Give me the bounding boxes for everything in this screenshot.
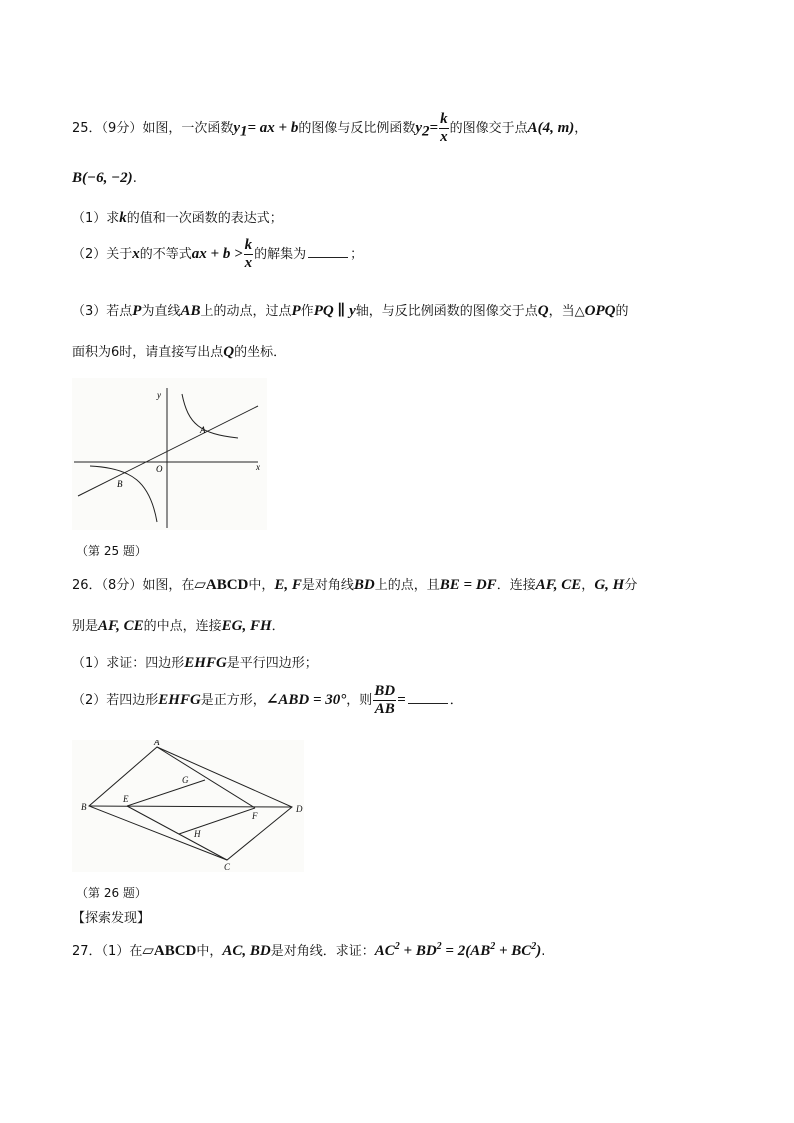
q26-part2 [72, 684, 463, 717]
label-h: H [194, 829, 201, 839]
q27-formula [375, 943, 542, 959]
label-o: O [156, 464, 163, 474]
q25-p2-text-a: （2）关于 [72, 247, 133, 262]
q25-caption: （第 25 题） [76, 544, 147, 558]
label-a: A [200, 425, 206, 435]
q27-a: 27．（1）在 [72, 944, 143, 959]
q26-EG-FH: EG, FH [221, 618, 272, 634]
label-f: F [252, 811, 258, 821]
q26-f: ， [581, 578, 595, 593]
q25-text-d: ， [574, 121, 588, 136]
q25-text-b: 的图像与反比例函数 [298, 121, 416, 136]
q25-part3-line1 [72, 300, 628, 320]
linear-function-line [78, 406, 258, 496]
q26-p2-a: （2）若四边形 [72, 693, 159, 708]
label-y: y [157, 390, 161, 400]
q26-line2 [72, 615, 285, 635]
label-b: B [81, 802, 87, 812]
q25-p3-P: P [132, 303, 142, 319]
q25-frac-den: x [440, 129, 448, 145]
q25-eq2: = [429, 120, 439, 136]
q25-line1 [72, 112, 587, 145]
q25-p3-line2-b: 的坐标． [234, 345, 287, 360]
q26-p2-eq: = [397, 692, 406, 708]
q27-formula-b: + BD [399, 943, 437, 959]
q25-eq1: = ax + b [247, 120, 299, 136]
q25-p1-text-b: 的值和一次函数的表达式； [126, 211, 283, 226]
q25-intro: 25．（9分）如图，一次函数 [72, 121, 234, 136]
q26-p2-EHFG: EHFG [158, 692, 201, 708]
q26-line2-a: 别是 [72, 619, 99, 634]
q25-graph [72, 378, 267, 530]
q25-point-b: B(−6, −2) [72, 170, 133, 186]
q25-p2-text-c: 的解集为 [254, 247, 307, 262]
q25-p2-x: x [132, 246, 140, 262]
q27-AC-BD: AC, BD [222, 943, 271, 959]
q25-p3-a: （3）若点 [72, 304, 133, 319]
diagonal-bd [89, 806, 292, 807]
q25-p2-text-b: 的不等式 [139, 247, 192, 262]
label-d: D [296, 804, 303, 814]
q25-y2-sub: 2 [422, 123, 430, 140]
q26-caption: （第 26 题） [76, 886, 147, 900]
q25-p1-k: k [119, 210, 127, 226]
q26-parallelogram-diagram [72, 740, 304, 872]
q26-e: ．连接 [496, 578, 536, 593]
q26-line2-c: ． [271, 619, 285, 634]
segment-eg [127, 780, 205, 806]
hyperbola-branch-2 [90, 466, 157, 522]
q25-p2-text-d: ； [350, 247, 364, 262]
q25-part2 [72, 238, 363, 271]
q26-b: 中， [248, 578, 275, 593]
segment-ce [127, 806, 227, 860]
q25-p2-frac-den: x [244, 255, 253, 271]
q25-p3-OPQ: OPQ [584, 303, 616, 319]
label-x: x [256, 462, 260, 472]
q26-figure [72, 740, 304, 872]
q25-y1-sub: 1 [240, 123, 248, 140]
q26-p1-EHFG: EHFG [184, 655, 227, 671]
q27-sup3: 2 [490, 941, 496, 952]
q26-p2-fraction [373, 684, 396, 717]
label-a: A [154, 740, 160, 747]
q26-answer-blank[interactable] [408, 693, 448, 704]
q26-BE-DF: BE = DF [439, 577, 497, 593]
label-g: G [182, 775, 189, 785]
q27-end: . [541, 944, 546, 959]
segment-fh [179, 808, 255, 834]
q25-p3-g: 的 [615, 304, 629, 319]
q25-p3-P2: P [291, 303, 301, 319]
q25-p3-PQ: PQ ∥ y [313, 303, 356, 319]
q27-sup2: 2 [436, 941, 442, 952]
q25-line2-end: . [132, 171, 137, 186]
label-b: B [117, 479, 123, 489]
q25-point-a: A(4, m) [527, 120, 575, 136]
q25-answer-blank[interactable] [308, 247, 348, 258]
parallelogram-abcd [89, 747, 292, 860]
q26-line2-b: 的中点，连接 [143, 619, 222, 634]
q27-c: 是对角线．求证： [270, 944, 375, 959]
q26-EF: E, F [274, 577, 302, 593]
label-c: C [224, 862, 231, 872]
q25-p3-d: 作 [300, 304, 314, 319]
q26-g: 分 [624, 578, 638, 593]
q26-lines [89, 747, 292, 860]
q25-p3-f: ，当△ [548, 304, 585, 319]
q25-p1-text-a: （1）求 [72, 211, 120, 226]
segment-af [157, 747, 255, 808]
q26-c: 是对角线 [301, 578, 354, 593]
q25-p3-AB: AB [180, 303, 201, 319]
q27-formula-c: = 2(AB [441, 943, 491, 959]
q25-p3-e: 轴，与反比例函数的图像交于点 [355, 304, 538, 319]
q27-b: 中， [196, 944, 223, 959]
q26-d: 上的点，且 [374, 578, 440, 593]
q25-p2-fraction [244, 238, 254, 271]
q26-p2-num: BD [374, 683, 396, 699]
q26-a: 26．（8分）如图，在 [72, 578, 195, 593]
q25-figure [72, 378, 267, 530]
q25-frac-num: k [440, 111, 448, 127]
q27-line [72, 940, 545, 960]
q27-parallelogram: ▱ABCD [142, 943, 197, 959]
q26-line1 [72, 574, 637, 594]
q25-part1 [72, 207, 283, 227]
q25-line2 [72, 170, 137, 187]
q25-p3-line2-Q: Q [223, 344, 235, 360]
q26-p2-angle: ∠ABD = 30° [265, 692, 347, 708]
q26-AF-CE: AF, CE [535, 577, 582, 593]
q26-p1-b: 是平行四边形； [226, 656, 318, 671]
section-heading: 【探索发现】 [72, 911, 151, 926]
q26-parallelogram: ▱ABCD [194, 577, 249, 593]
q25-y2: y [415, 120, 423, 136]
q26-BD: BD [353, 577, 375, 593]
label-e: E [123, 794, 129, 804]
q25-fraction [439, 112, 449, 145]
q25-p3-Q: Q [537, 303, 549, 319]
q27-formula-d: + BC [495, 943, 532, 959]
q26-p2-end: ． [449, 693, 463, 708]
q26-p2-den: AB [374, 701, 395, 717]
q25-p2-frac-num: k [244, 237, 253, 253]
q25-p3-line2-a: 面积为6时，请直接写出点 [72, 345, 224, 360]
q26-p2-c: ，则 [346, 693, 373, 708]
q26-p1-a: （1）求证：四边形 [72, 656, 185, 671]
hyperbola-branch-1 [182, 394, 238, 438]
q25-part3-line2 [72, 341, 286, 361]
q27-formula-e: ) [536, 943, 542, 959]
q26-AF-CE-2: AF, CE [98, 618, 144, 634]
q27-sup4: 2 [531, 941, 537, 952]
q25-text-c: 的图像交于点 [449, 121, 528, 136]
q25-p2-inequality: ax + b > [191, 246, 243, 262]
q25-p3-b: 为直线 [141, 304, 181, 319]
q27-formula-a: AC [374, 943, 395, 959]
q26-part1 [72, 652, 318, 672]
q25-y1: y [233, 120, 240, 136]
q26-GH: G, H [594, 577, 625, 593]
q27-sup1: 2 [394, 941, 400, 952]
q25-p3-c: 上的动点，过点 [200, 304, 292, 319]
q26-p2-b: 是正方形， [200, 693, 266, 708]
